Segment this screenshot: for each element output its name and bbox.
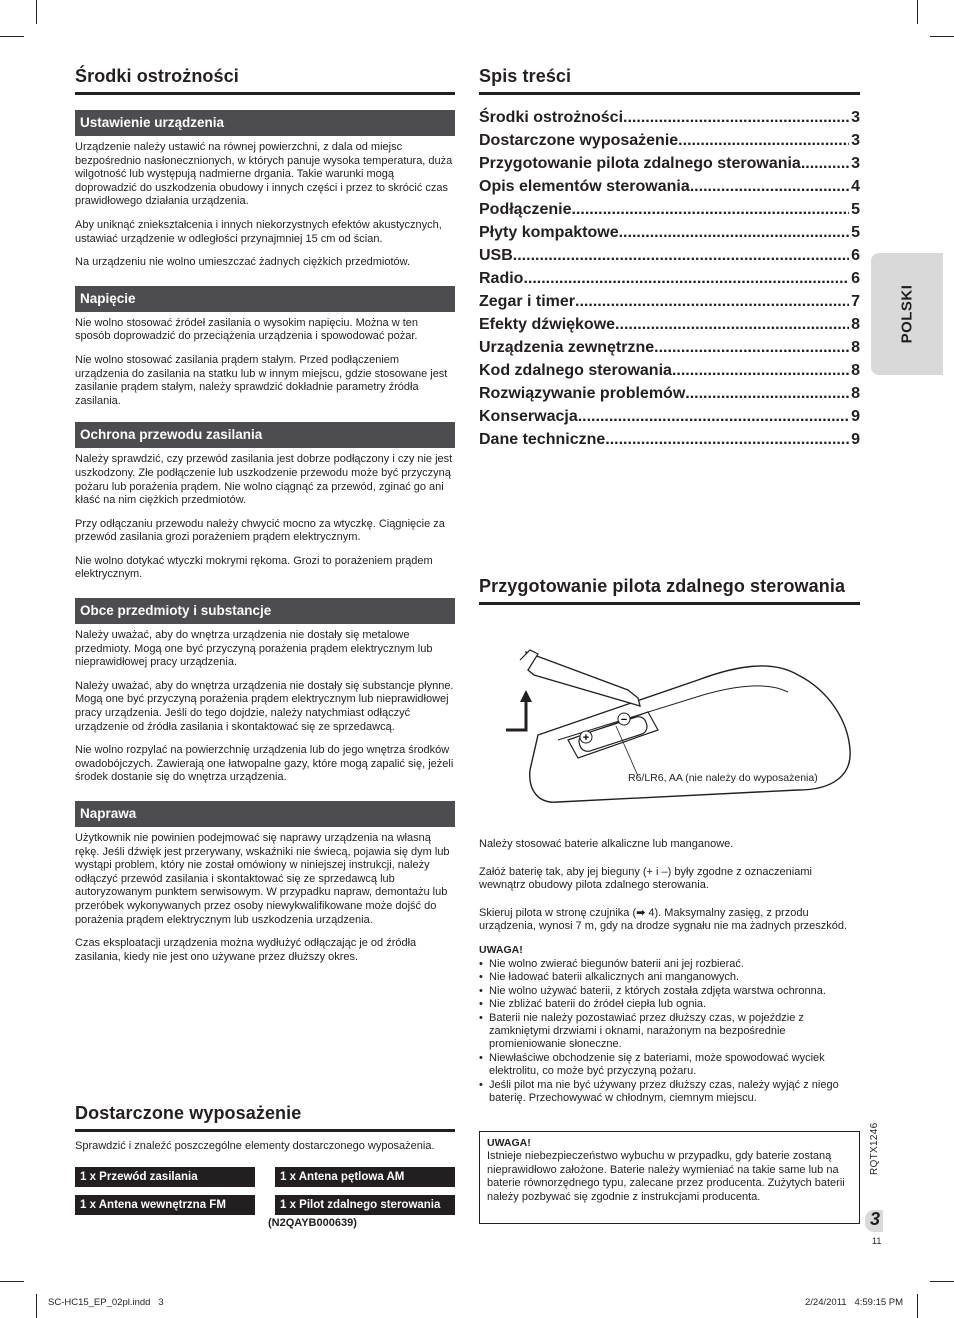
toc-entry[interactable] [479,405,860,428]
toc-entry[interactable] [479,428,860,451]
remote-prep-title: Przygotowanie pilota zdalnego sterowania [479,576,860,605]
toc-entry[interactable] [479,152,860,175]
toc-entry-title: Dostarczone wyposażenie [479,132,679,149]
paragraph: Nie wolno rozpylać na powierzchnię urządzenia lub do jego wnętrza środków owadobójczych. Zawierają one łatwopalne gazy, które mogą zapalić się, jeżeli środek dostanie się do wnętrza urządzenia. [75,744,454,784]
accessory-item: 1 x Antena pętlowa AM [275,1167,455,1187]
paragraph: Przy odłączaniu przewodu należy chwycić mocno za wtyczkę. Ciągnięcie za przewód zasilania grozi porażeniem prądem elektrycznym. [75,517,445,544]
list-item: • Nie wolno zwierać biegunów baterii ani jej rozbierać. [479,958,860,971]
language-tab [871,253,943,375]
section-title: Naprawa [75,801,455,827]
paragraph: Użytkownik nie powinien podejmować się naprawy urządzenia na własną rękę. Jeśli dźwięk jest przerywany, wskaźniki nie świecą, pojawia się dym lub wystąpi problem, który nie został omówiony w niniejszej instrukcji, należy odłączyć przewód zasilania i skontaktować się ze sprzedawcą lub autoryzowanym punktem serwisowym. W przypadku napraw, demontażu lub przeróbek wykonywanych przez osoby niewykwalifikowane może dojść do porażenia prądem elektrycznym lub uszkodzenia urządzenia. [75,832,450,926]
toc-entry-title: Płyty kompaktowe [479,224,619,241]
accessory-item: 1 x Antena wewnętrzna FM [75,1195,255,1215]
toc-entry-title: Radio [479,270,524,287]
toc-entry[interactable] [479,244,860,267]
paragraph: Załóż baterię tak, aby jej bieguny (+ i –) były zgodne z oznaczeniami wewnątrz obudowy pilota zdalnego sterowania. [479,865,812,892]
paragraph: Należy stosować baterie alkaliczne lub manganowe. [479,838,734,850]
warning-list [479,958,860,1105]
footer-datetime: 2/24/2011 4:59:15 PM [805,1297,904,1308]
crop-mark [0,36,24,37]
paragraph: Czas eksploatacji urządzenia można wydłużyć odłączając je od źródła zasilania, kiedy nie jest ono używane przez dłuższy okres. [75,937,417,963]
language-label: POLSKI [898,284,916,344]
toc-entry-page: 8 [851,385,860,402]
section-installation [75,110,455,270]
paragraph: Należy uważać, aby do wnętrza urządzenia nie dostały się substancje płynne. Mogą one być przyczyną porażenia prądem elektrycznym lub nieprawidłowej pracy urządzenia. Jeśli do tego dojdzie, należy natychmiast odłączyć urządzenie od źródła zasilania i skontaktować się ze sprzedawcą. [75,679,454,733]
toc-entry-title: Konserwacja [479,408,578,425]
list-item: • Niewłaściwe obchodzenie się z bateriami, może spowodować wyciek elektrolitu, co może być przyczyną pożaru. [479,1052,860,1079]
remote-part-number: (N2QAYB000639) [268,1216,357,1229]
page-number: 3 [870,1209,881,1229]
remote-prep-section [479,576,860,605]
toc-entry[interactable] [479,221,860,244]
paragraph: Należy uważać, aby do wnętrza urządzenia nie dostały się metalowe przedmioty. Mogą one być przyczyną porażenia prądem elektrycznym lub nieprawidłowej pracy urządzenia. [75,629,433,669]
toc-entry[interactable] [479,359,860,382]
toc-entry-page: 5 [851,224,860,241]
left-column [75,66,455,964]
crop-mark [917,0,918,24]
list-item: • Nie ładować baterii alkalicznych ani manganowych. [479,971,860,984]
toc-entry-page: 3 [851,132,860,149]
paragraph: Urządzenie należy ustawić na równej powierzchni, z dala od miejsc bezpośrednio nasłonecznionych, w których panuje wysoka temperatura, duża wilgotność lub występują nadmierne drgania. Takie warunki mogą doprowadzić do uszkodzenia obudowy i innych części i przez to skrócić czas prawidłowego działania urządzenia. [75,141,453,208]
battery-caption [628,772,818,784]
toc-entry[interactable] [479,106,860,129]
toc-entry[interactable] [479,129,860,152]
list-item: • Baterii nie należy pozostawiać przez dłuższy czas, w pojeździe z zamkniętymi drzwiami i oknami, narażonym na bezpośrednie promieniowanie słoneczne. [479,1012,860,1052]
toc-title: Spis treści [479,66,860,95]
table-of-contents [479,106,860,451]
section-title: Ochrona przewodu zasilania [75,422,455,448]
footer-file: SC-HC15_EP_02pl.indd 3 [48,1297,164,1308]
toc-entry[interactable] [479,175,860,198]
toc-entry-page: 5 [851,201,860,218]
paragraph: Nie wolno stosować zasilania prądem stałym. Przed podłączeniem urządzenia do zasilania na statku lub w innym miejscu, gdzie stosowane jest zasilanie prądem stałym, należy sprawdzić dokładnie parametry źródła zasilania. [75,353,448,407]
accessories-section [75,1103,455,1229]
crop-mark [36,1294,37,1318]
caution-box-text: Istnieje niebezpieczeństwo wybuchu w przypadku, gdy baterie zostaną nieprawidłowo założone. Baterie należy wymieniać na takie same lub na baterie równorzędnego typu, zalecane przez producenta. Zużytych baterii należy pozbywać się zgodnie z instrukcjami producenta. [487,1150,845,1203]
section-voltage [75,286,455,409]
precautions-title: Środki ostrożności [75,66,455,95]
svg-text:+: + [582,732,590,744]
toc-entry-page: 9 [851,408,860,425]
toc-entry-title: Podłączenie [479,201,572,218]
accessories-intro: Sprawdzić i znaleźć poszczególne elementy dostarczonego wyposażenia. [75,1140,435,1152]
toc-entry-title: Opis elementów sterowania [479,178,690,195]
toc-entry[interactable] [479,198,860,221]
crop-mark [930,36,954,37]
section-title: Ustawienie urządzenia [75,110,455,136]
toc-entry-page: 6 [851,247,860,264]
remote-instructions [479,838,860,1105]
section-title: Napięcie [75,286,455,312]
arrow-right-icon: ➡ [636,906,646,919]
battery-note: (nie należy do wyposażenia) [682,772,818,784]
battery-type: R6/LR6, AA [628,772,683,784]
sub-page-number: 11 [872,1236,882,1246]
toc-entry[interactable] [479,267,860,290]
paragraph: Aby uniknąć zniekształcenia i innych niekorzystnych efektów akustycznych, ustawiać urządzenie w odległości przynajmniej 15 cm od ścian. [75,218,442,245]
paragraph: Należy sprawdzić, czy przewód zasilania jest dobrze podłączony i czy nie jest uszkodzony. Złe podłączenie lub uszkodzenie przewodu może być przyczyną pożaru lub porażenia prądem. Nie wolno ciągnąć za przewód, zginać go ani kłaść na nim ciężkich przedmiotów. [75,453,453,507]
crop-mark [0,1281,24,1282]
accessory-item: 1 x Pilot zdalnego sterowania [275,1195,455,1215]
list-item: • Nie zbliżać baterii do źródeł ciepła lub ognia. [479,998,860,1011]
accessories-grid [75,1167,455,1215]
toc-entry-page: 6 [851,270,860,287]
section-foreign-objects [75,598,455,785]
warning-title: UWAGA! [479,943,523,956]
list-item: • Jeśli pilot ma nie być używany przez dłuższy czas, należy wyjąć z niego baterię. Przechowywać w chłodnym, ciemnym miejscu. [479,1079,860,1106]
accessory-item: 1 x Przewód zasilania [75,1167,255,1187]
toc-entry-title: Efekty dźwiękowe [479,316,616,333]
model-code: RQTX1246 [869,1122,880,1175]
toc-entry-title: Środki ostrożności [479,109,624,126]
toc-entry-page: 3 [851,155,860,172]
svg-text:−: − [620,714,628,726]
paragraph: Na urządzeniu nie wolno umieszczać żadnych ciężkich przedmiotów. [75,256,411,269]
toc-entry-page: 8 [851,362,860,379]
toc-entry-title: Rozwiązywanie problemów [479,385,686,402]
crop-mark [930,1281,954,1282]
paragraph: Nie wolno stosować źródeł zasilania o wysokim napięciu. Można w ten sposób doprowadzić do przeciążenia urządzenia i spowodować pożar. [75,316,418,343]
accessories-title: Dostarczone wyposażenie [75,1103,455,1132]
section-cord [75,422,455,582]
toc-entry-page: 8 [851,339,860,356]
toc-entry-title: Przygotowanie pilota zdalnego sterowania [479,155,801,172]
toc-entry-title: Dane techniczne [479,431,606,448]
paragraph: Skieruj pilota w stronę czujnika (➡ 4). Maksymalny zasięg, z przodu urządzenia, wynosi 7 m, gdy na drodze sygnału nie ma żadnych przeszkód. [479,906,848,933]
toc-entry-page: 4 [851,178,860,195]
crop-mark [36,0,37,24]
battery-lid [526,652,640,706]
section-repair [75,801,455,964]
toc-entry-title: Zegar i timer [479,293,576,310]
toc-entry-title: Kod zdalnego sterowania [479,362,672,379]
arrow-up-icon [506,700,526,730]
section-title: Obce przedmioty i substancje [75,598,455,624]
toc-entry-page: 3 [851,109,860,126]
toc-entry-page: 7 [851,293,860,310]
right-column [479,66,860,451]
toc-entry[interactable] [479,382,860,405]
toc-entry[interactable] [479,313,860,336]
toc-entry-title: USB [479,247,513,264]
list-item: • Nie wolno używać baterii, z których została zdjęta warstwa ochronna. [479,985,860,998]
toc-entry-title: Urządzenia zewnętrzne [479,339,655,356]
caution-box [479,1131,860,1224]
toc-entry-page: 8 [851,316,860,333]
toc-entry[interactable] [479,290,860,313]
caution-box-title: UWAGA! [487,1137,531,1149]
toc-entry[interactable] [479,336,860,359]
paragraph: Nie wolno dotykać wtyczki mokrymi rękoma. Grozi to porażeniem prądem elektrycznym. [75,554,433,581]
toc-entry-page: 9 [851,431,860,448]
crop-mark [917,1294,918,1318]
